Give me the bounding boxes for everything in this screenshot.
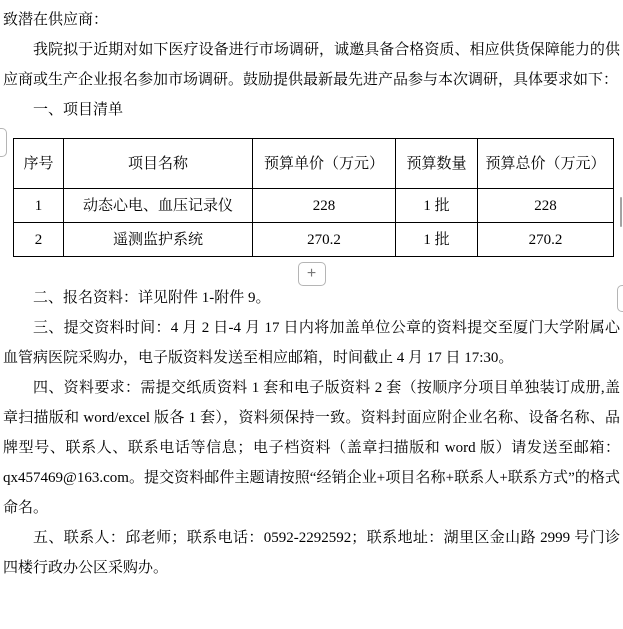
section1-title: 一、项目清单 [33,102,124,118]
cell-seq: 1 [14,189,64,223]
salutation: 致潜在供应商： [3,12,109,28]
section4-paragraph: 四、资料要求：需提交纸质资料 1 套和电子版资料 2 套（按顺序分项目单独装订成册,盖章扫描版和 word/excel 版各 1 套），资料须保持一致。资料封面应附企业名称、设备名称、品牌型号、联系人、联系电话等信息；电子档资料（盖章扫描版和 word 版）请发送至邮箱：qx457469@163.com。提交资料邮件主题请按照“经销企业+项目名称+联系人+联系方式”的格式命名。 [3,380,620,516]
section3-paragraph: 三、提交资料时间：4 月 2 日-4 月 17 日内将加盖单位公章的资料提交至厦门大学附属心血管病医院采购办，电子版资料发送至相应邮箱，时间截止 4 月 17 日 17:30。 [3,320,620,366]
table-header-row [14,139,614,189]
table-controls [3,259,620,283]
col-header-seq: 序号 [14,139,64,189]
col-header-quantity: 预算数量 [396,139,478,189]
cell-quantity: 1 批 [396,189,478,223]
cell-seq: 2 [14,223,64,257]
cell-total-price: 270.2 [478,223,614,257]
intro-paragraph: 我院拟于近期对如下医疗设备进行市场调研，诚邀具备合格资质、相应供货保障能力的供应商或生产企业报名参加市场调研。鼓励提供最新最先进产品参与本次调研，具体要求如下： [3,42,620,88]
cell-total-price: 228 [478,189,614,223]
table-row [14,223,614,257]
col-header-unit-price: 预算单价（万元） [253,139,396,189]
cell-quantity: 1 批 [396,223,478,257]
partial-control-button-left[interactable] [0,128,7,157]
project-table [13,138,614,257]
col-header-name: 项目名称 [64,139,253,189]
table-row [14,189,614,223]
partial-control-button-right[interactable] [617,285,623,312]
cell-project-name: 动态心电、血压记录仪 [64,189,253,223]
cell-unit-price: 270.2 [253,223,396,257]
section2-paragraph: 二、报名资料：详见附件 1-附件 9。 [33,290,271,306]
scrollbar-thumb[interactable] [620,197,622,227]
section5-paragraph: 五、联系人：邱老师；联系电话：0592-2292592；联系地址：湖里区金山路 2999 号门诊四楼行政办公区采购办。 [3,530,620,576]
cell-project-name: 遥测监护系统 [64,223,253,257]
add-row-button[interactable]: + [298,262,326,286]
col-header-total-price: 预算总价（万元） [478,139,614,189]
cell-unit-price: 228 [253,189,396,223]
